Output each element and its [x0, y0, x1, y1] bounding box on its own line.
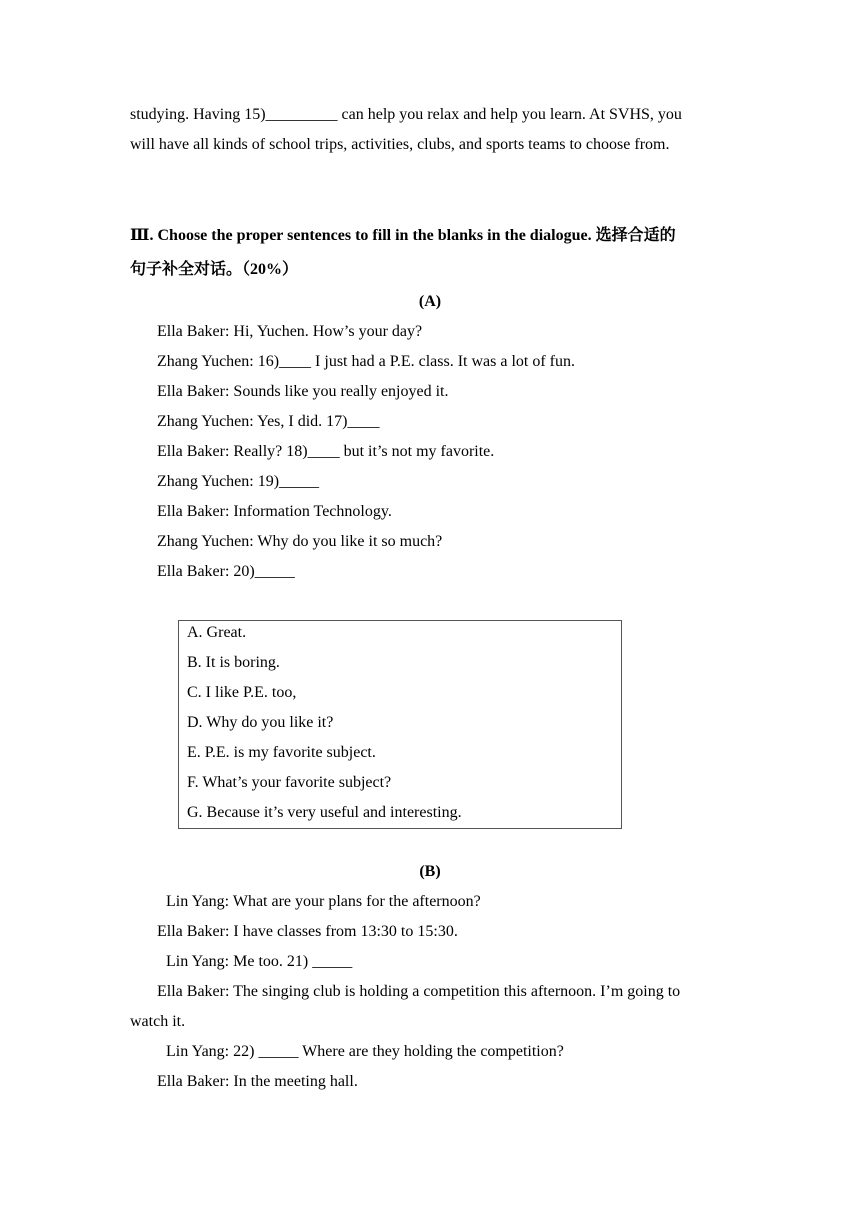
option-item: F. What’s your favorite subject?	[187, 774, 392, 791]
dialogue-line: Lin Yang: Me too. 21) _____	[166, 953, 353, 970]
intro-line-2: will have all kinds of school trips, activities, clubs, and sports teams to choose from.	[130, 136, 670, 153]
options-box	[178, 620, 622, 829]
dialogue-line: Ella Baker: 20)_____	[157, 563, 295, 580]
dialogue-line: Ella Baker: Really? 18)____ but it’s not my favorite.	[157, 443, 495, 460]
dialogue-line: Ella Baker: In the meeting hall.	[157, 1073, 358, 1090]
option-item: A. Great.	[187, 624, 247, 641]
option-item: B. It is boring.	[187, 654, 280, 671]
part-b-title: (B)	[419, 863, 441, 880]
dialogue-line: Ella Baker: I have classes from 13:30 to 15:30.	[157, 923, 458, 940]
dialogue-line: Zhang Yuchen: 16)____ I just had a P.E. class. It was a lot of fun.	[157, 353, 575, 370]
dialogue-line: Ella Baker: Sounds like you really enjoyed it.	[157, 383, 449, 400]
dialogue-line: Lin Yang: What are your plans for the afternoon?	[166, 893, 481, 910]
section-heading-line-1: Ⅲ. Choose the proper sentences to fill in the blanks in the dialogue. 选择合适的	[130, 227, 676, 244]
dialogue-line: Ella Baker: The singing club is holding a competition this afternoon. I’m going to	[157, 983, 681, 1000]
dialogue-line: Ella Baker: Information Technology.	[157, 503, 392, 520]
dialogue-line: Zhang Yuchen: 19)_____	[157, 473, 320, 490]
dialogue-line: Ella Baker: Hi, Yuchen. How’s your day?	[157, 323, 423, 340]
dialogue-line: Lin Yang: 22) _____ Where are they holding the competition?	[166, 1043, 564, 1060]
option-item: D. Why do you like it?	[187, 714, 334, 731]
option-item: G. Because it’s very useful and interesting.	[187, 804, 462, 821]
dialogue-line: Zhang Yuchen: Why do you like it so much?	[157, 533, 443, 550]
intro-line-1: studying. Having 15)_________ can help you relax and help you learn. At SVHS, you	[130, 106, 682, 123]
dialogue-line: Zhang Yuchen: Yes, I did. 17)____	[157, 413, 380, 430]
section-heading-line-2: 句子补全对话。（20%）	[130, 261, 299, 278]
dialogue-line-continuation: watch it.	[130, 1013, 186, 1030]
option-item: C. I like P.E. too,	[187, 684, 297, 701]
option-item: E. P.E. is my favorite subject.	[187, 744, 376, 761]
part-a-title: (A)	[418, 293, 442, 310]
